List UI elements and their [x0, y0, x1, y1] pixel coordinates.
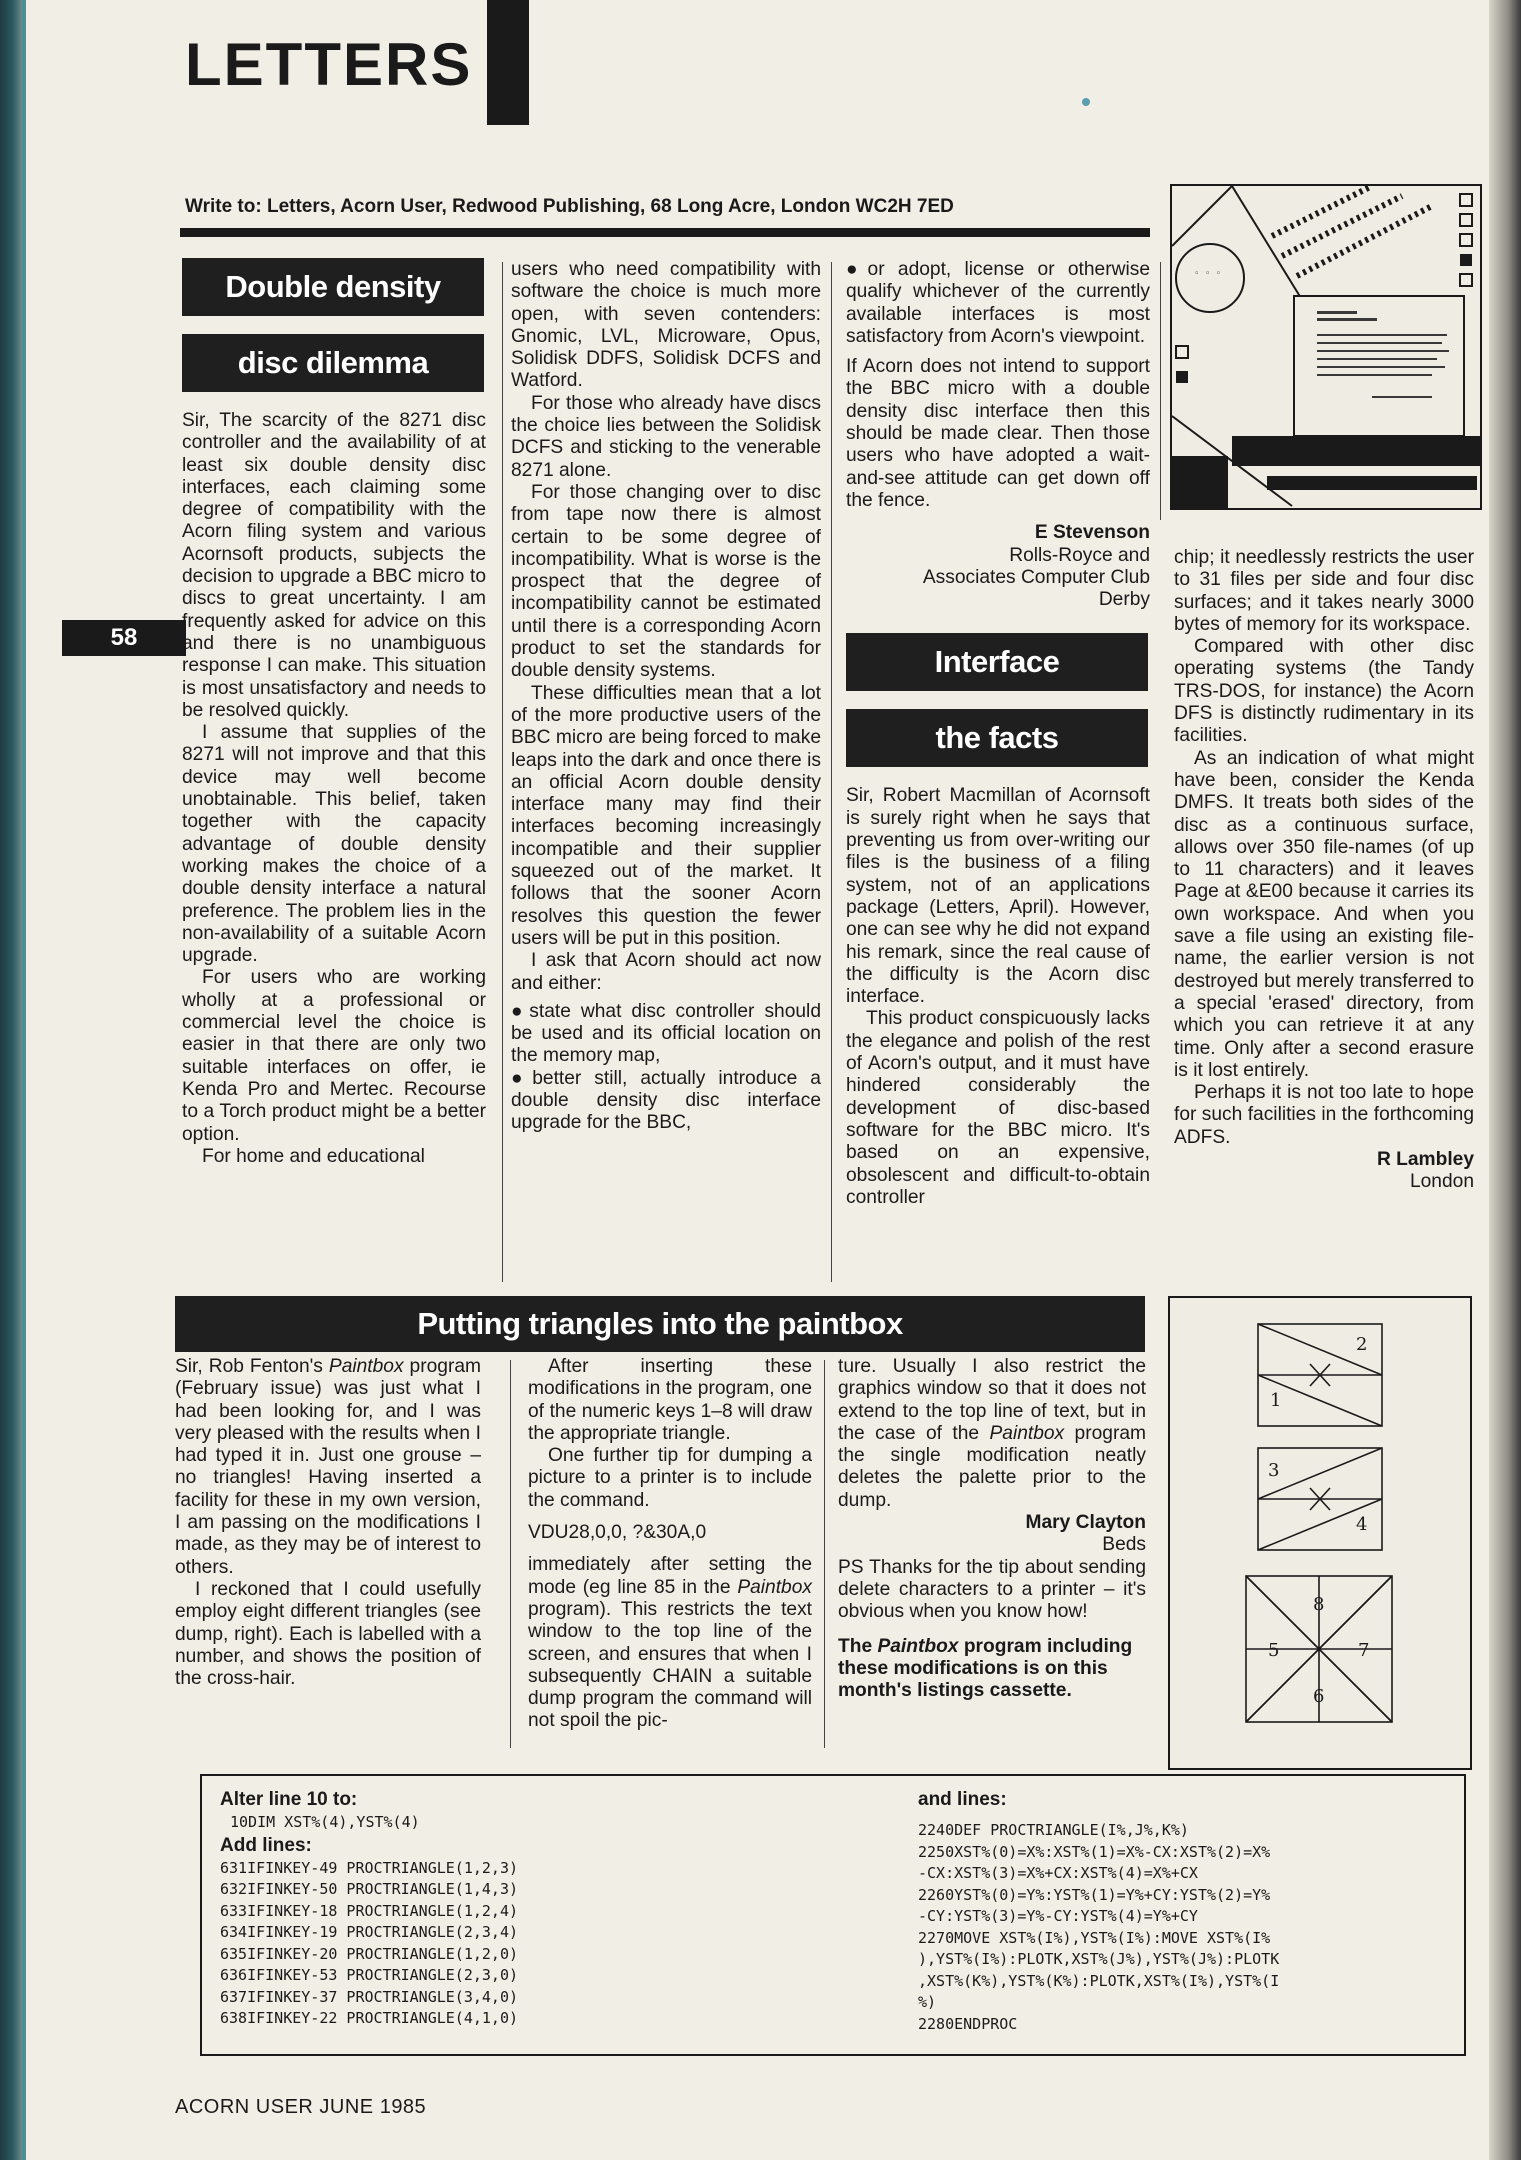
letter3-column3	[838, 1356, 1146, 1702]
signature-name: Mary Clayton	[1025, 1512, 1146, 1534]
paragraph: For those who already have discs the choice lies between the Solidisk DCFS and sticking to the venerable 8271 alone.	[511, 392, 821, 481]
triangle-label-6: 6	[1313, 1686, 1325, 1707]
letter3-column2	[528, 1356, 812, 1733]
code-line: 2270MOVE XST%(I%),YST%(I%):MOVE XST%(I%	[918, 1928, 1271, 1947]
paragraph: As an indication of what might have been, consider the Kenda DMFS. It treats both sides of the disc as a continuous surface, allows over 350 file-names (of up to 11 characters) and it leaves Page at &E00 because it carries its own workspace. And when you save a file using an existing file-name, the earlier version is not destroyed but merely transferred to a special 'erased' directory, from which you can retrieve it at any time. Only after a second erasure is it lost entirely.	[1174, 747, 1474, 1081]
bullet-item: ● or adopt, license or otherwise qualify whichever of the currently available interfaces is most satisfactory from Acorn's viewpoint.	[846, 259, 1150, 348]
code-line: 2250XST%(0)=X%:XST%(1)=X%-CX:XST%(2)=X%	[918, 1842, 1271, 1861]
code-line: ,XST%(K%),YST%(K%):PLOTK,XST%(I%),YST%(I	[918, 1971, 1280, 1990]
listing-heading: and lines:	[918, 1789, 1007, 1810]
code-line: %)	[918, 1993, 937, 2011]
letter2-heading-1: Interface	[846, 633, 1148, 691]
triangle-label-5: 5	[1268, 1640, 1280, 1661]
triangle-label-4: 4	[1356, 1514, 1368, 1535]
vdu-command: VDU28,0,0, ?&30A,0	[528, 1522, 707, 1544]
section-title: LETTERS	[185, 31, 473, 98]
column-rule	[824, 1360, 825, 1748]
letter1-heading-2: disc dilemma	[182, 334, 484, 392]
code-line: -CY:YST%(3)=Y%-CY:YST%(4)=Y%+CY	[918, 1907, 1198, 1925]
signature-line: Beds	[1102, 1534, 1146, 1556]
signature-line: London	[1409, 1171, 1474, 1193]
paragraph: I assume that supplies of the 8271 will not improve and that this device may well become unobtainable. This belief, taken together with the capacity advantage of double density working makes the choice of a double density interface a natural preference. The problem lies in the non-availability of a suitable Acorn upgrade.	[182, 722, 486, 967]
paragraph: Perhaps it is not too late to hope for such facilities in the forthcoming ADFS.	[1174, 1082, 1474, 1148]
column-rule	[510, 1360, 511, 1748]
signature-line: Rolls-Royce and	[1009, 544, 1150, 566]
triangle-label-3: 3	[1268, 1460, 1280, 1481]
code-line: 631IFINKEY-49 PROCTRIANGLE(1,2,3)	[220, 1858, 519, 1877]
bullet-item: ● state what disc controller should be used and its official location on the memory map,	[511, 1001, 821, 1068]
decorative-dot	[1082, 98, 1090, 106]
signature-name: E Stevenson	[1034, 522, 1150, 544]
paragraph: Sir, Robert Macmillan of Acornsoft is surely right when he says that preventing us from over-writing our files is the business of a filing system, not of an applications package (Letters, April). However, one can see why he did not expand his remark, since the real cause of the difficulty is the Acorn disc interface.	[846, 785, 1150, 1008]
paragraph: For those changing over to disc from tape now there is almost certain to be some degree of incompatibility. What is worse is the prospect that the degree of incompatibility cannot be estimated until there is a corresponding Acorn product to set the standards for double density systems.	[511, 481, 821, 682]
paragraph: I ask that Acorn should act now and either:	[511, 950, 821, 994]
code-line: ),YST%(I%):PLOTK,XST%(J%),YST%(J%):PLOTK	[918, 1950, 1280, 1968]
code-line: 632IFINKEY-50 PROCTRIANGLE(1,4,3)	[220, 1880, 519, 1898]
letter2-column4	[1174, 547, 1474, 1194]
code-line: 633IFINKEY-18 PROCTRIANGLE(1,2,4)	[220, 1901, 519, 1920]
title-block	[487, 0, 529, 125]
bullet-item: ● better still, actually introduce a double density disc interface upgrade for the BBC,	[511, 1068, 821, 1135]
column-rule	[502, 262, 503, 1282]
listing-left	[220, 1788, 518, 2030]
paragraph: This product conspicuously lacks the elegance and polish of the rest of Acorn's output, and it must have hindered considerably the development of disc-based software for the BBC micro. It's based on an expensive, obsolescent and difficult-to-obtain controller	[846, 1008, 1150, 1208]
code-line: 638IFINKEY-22 PROCTRIANGLE(4,1,0)	[220, 2009, 519, 2027]
listing-heading: Alter line 10 to:	[220, 1789, 358, 1810]
letter1-column2	[511, 259, 821, 1135]
paragraph: chip; it needlessly restricts the user to 31 files per side and four disc surfaces; and it takes nearly 3000 bytes of memory for its workspace.	[1174, 547, 1474, 635]
paragraph: ture. Usually I also restrict the graphics window so that it does not extend to the top line of text, but in the case of the Paintbox program the single modification neatly deletes the palette prior to the dump.	[838, 1356, 1147, 1511]
triangle-label-2: 2	[1356, 1334, 1368, 1355]
code-line: 10DIM XST%(4),YST%(4)	[230, 1813, 420, 1831]
listing-heading: Add lines:	[220, 1834, 312, 1856]
listing-right	[918, 1788, 1279, 2035]
paragraph: immediately after setting the mode (eg line 85 in the Paintbox program). This restricts the text window to the top line of the screen, and ensures that when I subsequently CHAIN a suitable dump program the command will not spoil the pic-	[528, 1554, 812, 1732]
paragraph: I reckoned that I could usefully employ eight different triangles (see dump, right). Each is labelled with a number, and shows the position of the cross-hair.	[175, 1578, 481, 1690]
svg-text:◦ ◦ ◦: ◦ ◦ ◦	[1194, 269, 1222, 279]
paragraph: Compared with other disc operating systems (the Tandy TRS-DOS, for instance) the Acorn DFS is distinctly rudimentary in its facilities.	[1174, 636, 1474, 747]
code-line: 2240DEF PROCTRIANGLE(I%,J%,K%)	[918, 1821, 1189, 1839]
code-line: 634IFINKEY-19 PROCTRIANGLE(2,3,4)	[220, 1923, 519, 1941]
column3	[846, 259, 1150, 1209]
letter1-column1	[182, 258, 486, 1168]
triangle-dump-illustration	[1168, 1296, 1472, 1770]
code-line: 637IFINKEY-37 PROCTRIANGLE(3,4,0)	[220, 1987, 519, 2006]
triangle-label-7: 7	[1358, 1640, 1370, 1661]
paragraph: One further tip for dumping a picture to a printer is to include the command.	[528, 1445, 812, 1511]
page-footer: ACORN USER JUNE 1985	[175, 2096, 427, 2118]
page-left-rule	[22, 0, 26, 2160]
signature-line: Associates Computer Club	[922, 566, 1150, 588]
page-right-edge	[1489, 0, 1521, 2160]
letters-address: Write to: Letters, Acorn User, Redwood Publishing, 68 Long Acre, London WC2H 7ED	[185, 196, 954, 217]
envelopes-icon	[1172, 186, 1480, 508]
paragraph: If Acorn does not intend to support the BBC micro with a double density disc interface then this should be made clear. Then those users who have adopted a wait-and-see attitude can get down off the fence.	[846, 356, 1150, 511]
paragraph: For users who are working wholly at a professional or commercial level the choice is easier in that there are only two suitable interfaces on offer, ie Kenda Pro and Mertec. Recourse to a Torch product might be a better option.	[182, 967, 486, 1145]
triangle-label-1: 1	[1270, 1390, 1282, 1411]
paragraph: Sir, Rob Fenton's Paintbox program (February issue) was just what I had been looking for, and I was very pleased with the results when I had typed it in. Just one grouse – no triangles! Having inserted a facility for these in my own version, I am passing on the modifications I made, as they may be of interest to others.	[175, 1356, 481, 1578]
postscript: PS Thanks for the tip about sending delete characters to a printer – it's obvious when you know how!	[838, 1556, 1146, 1623]
paragraph: users who need compatibility with software the choice is much more open, with seven contenders: Gnomic, LVL, Microware, Opus, Solidisk DDFS, Solidisk DCFS and Watford.	[511, 259, 821, 392]
paragraph: These difficulties mean that a lot of the more productive users of the BBC micro are being forced to make leaps into the dark and once there is an official Acorn double density interface many may find their interfaces becoming increasingly incompatible and their supplier squeezed out of the market. It follows that the sooner Acorn resolves this question the fewer users will be put in this position.	[511, 682, 821, 949]
top-rule	[180, 228, 1150, 237]
paragraph: For home and educational	[202, 1145, 425, 1167]
code-line: -CX:XST%(3)=X%+CX:XST%(4)=X%+CX	[918, 1864, 1198, 1882]
triangles-diagram-icon	[1170, 1298, 1470, 1768]
letters-illustration	[1170, 184, 1482, 510]
letter3-heading: Putting triangles into the paintbox	[175, 1296, 1145, 1352]
page-number: 58	[62, 620, 186, 656]
letter1-heading-1: Double density	[182, 258, 484, 316]
code-line: 2280ENDPROC	[918, 2014, 1018, 2033]
signature-line: Derby	[1098, 589, 1150, 611]
column-rule	[831, 262, 832, 1282]
code-line: 636IFINKEY-53 PROCTRIANGLE(2,3,0)	[220, 1966, 519, 1984]
letter3-column1	[175, 1356, 481, 1690]
code-line: 2260YST%(0)=Y%:YST%(1)=Y%+CY:YST%(2)=Y%	[918, 1885, 1271, 1904]
paragraph: After inserting these modifications in the program, one of the numeric keys 1–8 will draw the appropriate triangle.	[528, 1356, 812, 1444]
code-line: 635IFINKEY-20 PROCTRIANGLE(1,2,0)	[220, 1944, 519, 1963]
signature-name: R Lambley	[1376, 1149, 1474, 1171]
listings-note: The Paintbox program including these modifications is on this month's listings cassette.	[838, 1635, 1133, 1702]
column-rule	[1160, 262, 1161, 520]
paragraph: Sir, The scarcity of the 8271 disc controller and the availability of at least six double density disc interfaces, each claiming some degree of compatibility with the Acorn filing system and various Acornsoft products, subjects the decision to upgrade a BBC micro to discs to great uncertainty. I am frequently asked for advice on this and there is no unambiguous response I can make. This situation is most unsatisfactory and needs to be resolved quickly.	[182, 410, 486, 721]
triangle-label-8: 8	[1313, 1594, 1325, 1615]
page-left-edge	[0, 0, 22, 2160]
letter2-heading-2: the facts	[846, 709, 1148, 767]
program-listing	[200, 1774, 1466, 2056]
